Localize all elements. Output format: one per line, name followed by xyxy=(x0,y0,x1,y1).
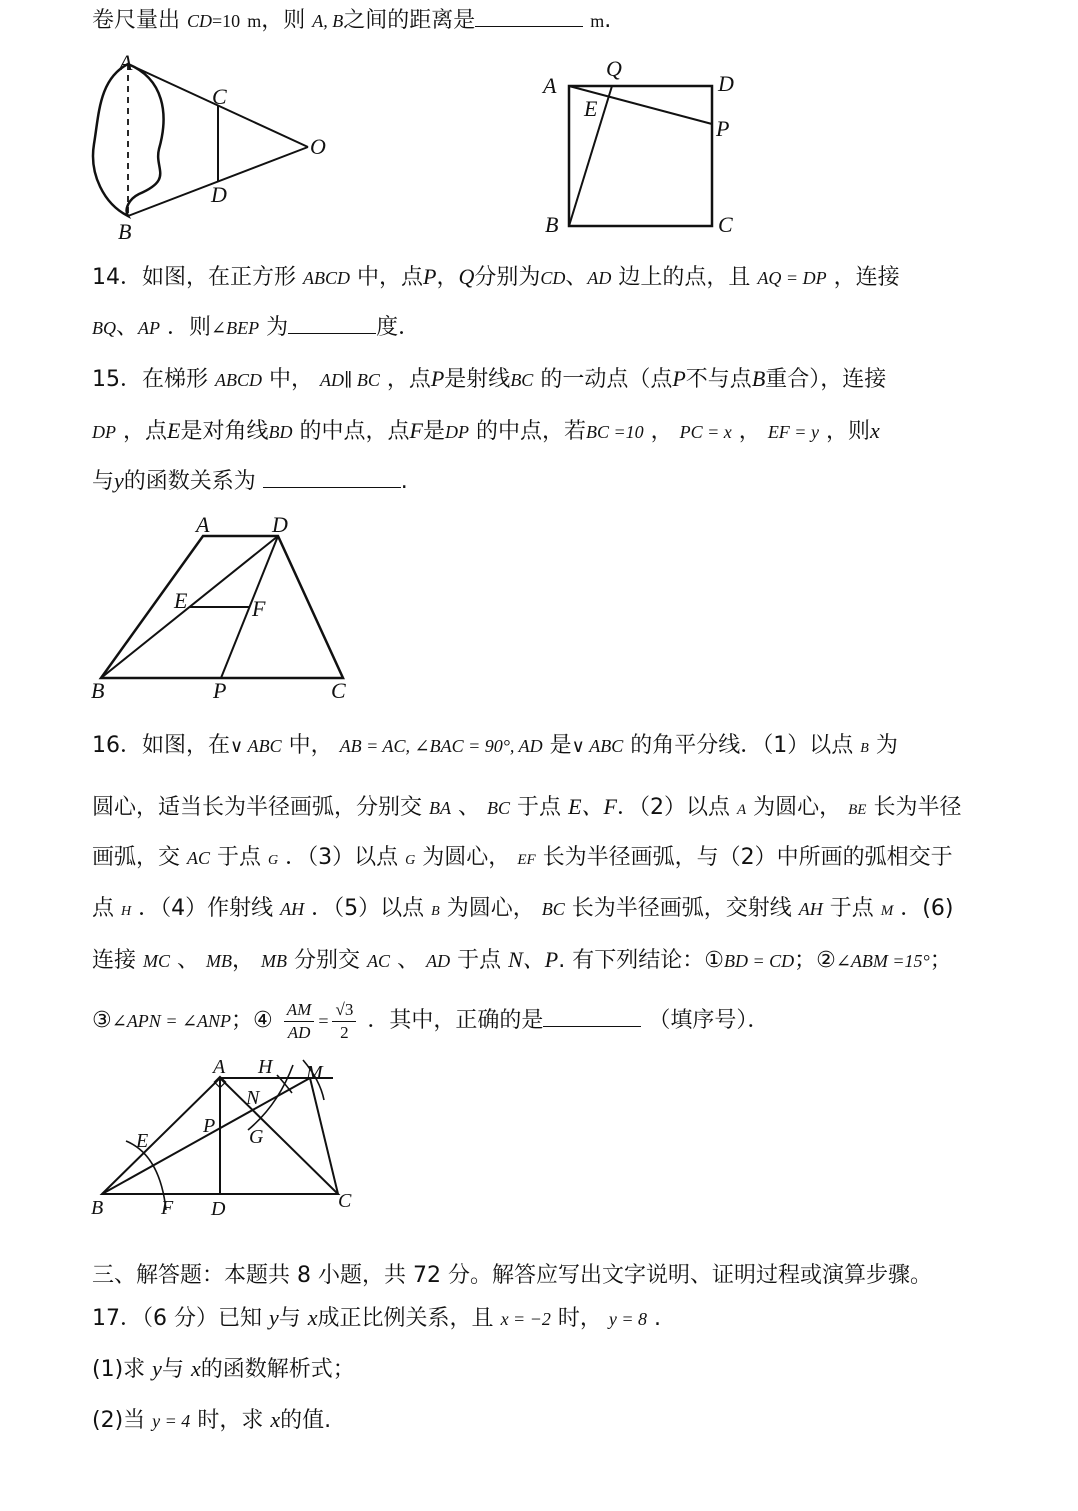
text: 17．（6 分）已知 xyxy=(92,1306,262,1331)
denominator: 2 xyxy=(340,1022,349,1042)
math: BD = CD xyxy=(723,951,795,971)
text: 的中点，若 xyxy=(475,419,586,444)
math: BC xyxy=(510,370,534,390)
q17-sub2 xyxy=(92,1405,331,1436)
q13-tail-line xyxy=(92,6,611,36)
text: 为圆心， xyxy=(446,896,535,921)
math: P xyxy=(430,366,445,391)
label-p: P xyxy=(203,1115,216,1137)
label-c: C xyxy=(331,678,346,703)
text: 为 xyxy=(875,733,898,758)
math: G xyxy=(268,853,279,868)
q16-line6 xyxy=(92,996,769,1046)
text: 连接 xyxy=(92,948,137,973)
label-a: A xyxy=(213,1056,226,1078)
label-d: D xyxy=(718,71,734,96)
math: x xyxy=(190,1356,201,1381)
label-b: B xyxy=(118,219,132,244)
text: 中， xyxy=(269,367,314,392)
math: ABCD xyxy=(215,370,262,390)
q16-line1 xyxy=(92,731,898,764)
text: 长为半径画弧，交射线 xyxy=(571,896,792,921)
q15-line3 xyxy=(92,466,408,497)
label-f: F xyxy=(161,1197,174,1219)
text: ．（5）以点 xyxy=(311,896,425,921)
q16-line4 xyxy=(92,894,953,927)
answer-blank xyxy=(475,8,583,27)
label-o: O xyxy=(310,134,326,159)
answer-blank xyxy=(543,1008,641,1027)
math: BC xyxy=(487,798,511,818)
text: 于点 xyxy=(829,896,874,921)
math: MB xyxy=(206,951,233,971)
text: （填序号）． xyxy=(648,1008,770,1033)
q16-line3 xyxy=(92,843,953,876)
text: 的函数解析式； xyxy=(200,1357,355,1382)
text: 分别交 xyxy=(294,948,361,973)
text: 、 xyxy=(177,948,200,973)
label-a: A xyxy=(543,73,557,98)
q14-line2 xyxy=(92,313,420,343)
label-n: N xyxy=(246,1087,260,1109)
q17-line1 xyxy=(92,1303,661,1334)
math: CD xyxy=(540,268,566,288)
math: AB = AC, ∠BAC = 90°, AD xyxy=(339,736,543,756)
math: AP xyxy=(138,318,161,338)
text: 于点 xyxy=(217,845,262,870)
text: 边上的点，且 xyxy=(618,265,751,290)
text: 的值. xyxy=(280,1408,332,1433)
figure-15 xyxy=(88,510,358,710)
math: x xyxy=(270,1407,281,1432)
math: H xyxy=(121,904,132,919)
label-e: E xyxy=(136,1130,149,1152)
text: ，则 xyxy=(261,8,306,33)
fraction-am-ad xyxy=(284,999,315,1044)
numerator: √3 xyxy=(332,999,356,1022)
math: P xyxy=(672,366,686,391)
label-a: A xyxy=(196,512,210,537)
math: F xyxy=(409,418,423,443)
text: ， xyxy=(436,265,459,290)
text: 之间的距离是 xyxy=(343,8,476,33)
math: A, B xyxy=(312,11,344,31)
text: ．其中，正确的是 xyxy=(367,1008,544,1033)
text: ．（3）以点 xyxy=(285,845,399,870)
text: (2)当 xyxy=(92,1408,146,1433)
math: y xyxy=(269,1305,279,1330)
text: 成正比例关系，且 xyxy=(317,1306,494,1331)
line-mc xyxy=(310,1078,338,1194)
math: BC =10 xyxy=(585,422,644,442)
math: BA xyxy=(429,798,452,818)
text: 中， xyxy=(288,733,333,758)
text: 与 xyxy=(161,1357,184,1382)
label-g: G xyxy=(249,1126,264,1148)
label-d: D xyxy=(272,512,288,537)
math: EF = y xyxy=(767,422,819,442)
label-b: B xyxy=(91,1197,104,1219)
text: ，点 xyxy=(123,419,168,444)
text: 的中点，点 xyxy=(299,419,410,444)
text: 、 xyxy=(397,948,420,973)
text: 时，求 xyxy=(197,1408,264,1433)
math: ∠ABM =15° xyxy=(835,951,930,971)
math: y = 4 xyxy=(152,1411,191,1431)
text: 14．如图，在正方形 xyxy=(92,265,296,290)
text: 于点 xyxy=(517,795,562,820)
label-q: Q xyxy=(606,56,622,81)
text: ；② xyxy=(794,948,836,973)
text: 16．如图，在 xyxy=(92,733,230,758)
math: Q xyxy=(458,264,475,289)
math: P xyxy=(423,264,437,289)
label-b: B xyxy=(545,212,559,237)
q16-line5 xyxy=(92,945,952,976)
math: BC xyxy=(541,899,565,919)
text: ．则 xyxy=(167,315,212,340)
label-p: P xyxy=(716,116,730,141)
math: B xyxy=(431,904,440,919)
label-m: M xyxy=(306,1062,323,1084)
text: 的一动点（点 xyxy=(540,367,673,392)
math: x xyxy=(307,1305,318,1330)
text: 的函数关系为 xyxy=(123,469,256,494)
math: MB xyxy=(261,951,288,971)
figure-13 xyxy=(84,50,344,244)
label-p: P xyxy=(213,678,227,703)
text: 为 xyxy=(266,315,289,340)
fraction-sqrt3-2 xyxy=(332,999,356,1044)
label-d: D xyxy=(211,182,227,207)
text: 时， xyxy=(557,1306,602,1331)
text: 重合），连接 xyxy=(765,367,887,392)
math: BQ xyxy=(92,318,116,338)
text: ．(6) xyxy=(900,896,954,921)
text: 于点 xyxy=(457,948,502,973)
text: . 有下列结论：① xyxy=(558,948,724,973)
math: BD xyxy=(268,422,293,442)
text: 三、解答题：本题共 8 小题，共 72 分。解答应写出文字说明、证明过程或演算步骤。 xyxy=(92,1263,932,1288)
text: 分别为 xyxy=(474,265,541,290)
text: 是对角线 xyxy=(180,419,269,444)
text: 画弧，交 xyxy=(92,845,181,870)
unit: m xyxy=(590,11,605,31)
section-3-heading xyxy=(92,1261,932,1291)
text: 与 xyxy=(92,469,115,494)
q17-sub1 xyxy=(92,1354,355,1385)
text: 、 xyxy=(565,265,588,290)
text: . xyxy=(400,469,408,494)
label-h: H xyxy=(258,1056,273,1078)
math: MC xyxy=(143,951,171,971)
text: 卷尺量出 xyxy=(92,8,181,33)
math: CD xyxy=(187,11,213,31)
math: ∨ ABC xyxy=(571,736,624,756)
text: ， xyxy=(232,948,255,973)
text: ③ xyxy=(92,1008,112,1033)
text: 与 xyxy=(278,1306,301,1331)
text: 中，点 xyxy=(357,265,424,290)
text: ； xyxy=(929,948,952,973)
math: AH xyxy=(798,899,823,919)
math: =10 xyxy=(212,11,241,31)
math: A xyxy=(736,802,747,818)
text: 圆心，适当长为半径画弧，分别交 xyxy=(92,795,423,820)
text: (1)求 xyxy=(92,1357,146,1382)
label-e: E xyxy=(174,588,188,613)
numerator: AM xyxy=(284,999,315,1022)
math: AD xyxy=(587,268,612,288)
math: AD∥ BC xyxy=(320,370,380,390)
math: y = 8 xyxy=(608,1309,648,1329)
math: y xyxy=(152,1356,162,1381)
math: AD xyxy=(426,951,451,971)
text: ，连接 xyxy=(833,265,900,290)
denominator: AD xyxy=(287,1022,311,1042)
math: B xyxy=(751,366,766,391)
text: 长为半径 xyxy=(873,795,962,820)
text: 点 xyxy=(92,896,115,921)
math: ∨ ABC xyxy=(230,736,282,756)
answer-blank xyxy=(263,469,401,488)
math: AH xyxy=(280,899,305,919)
text: ．（4）作射线 xyxy=(138,896,274,921)
text: 是 xyxy=(422,419,445,444)
text: . xyxy=(604,8,612,33)
math: x = −2 xyxy=(500,1309,551,1329)
math: DP xyxy=(444,422,469,442)
text: ，则 xyxy=(825,419,870,444)
text: 为圆心， xyxy=(753,795,842,820)
label-b: B xyxy=(91,678,105,703)
q15-line2 xyxy=(92,416,880,447)
text: 、 xyxy=(116,315,139,340)
label-d: D xyxy=(211,1198,226,1220)
text: ， xyxy=(650,419,673,444)
math: B xyxy=(860,741,869,756)
math: y xyxy=(114,468,124,493)
text: 是 xyxy=(549,733,572,758)
math: = xyxy=(318,1011,329,1031)
math: E xyxy=(167,418,181,443)
math: ∠APN = ∠ANP xyxy=(111,1011,232,1031)
text: 是射线 xyxy=(444,367,511,392)
math: G xyxy=(405,853,416,868)
label-a: A xyxy=(119,50,133,75)
text: 长为半径画弧，与（2）中所画的弧相交于 xyxy=(542,845,953,870)
math: E、F xyxy=(568,794,617,819)
text: 15．在梯形 xyxy=(92,367,208,392)
label-e: E xyxy=(584,96,598,121)
math: M xyxy=(880,903,894,919)
text: 为圆心， xyxy=(422,845,511,870)
text: ，点 xyxy=(386,367,431,392)
text: . xyxy=(654,1306,662,1331)
unit: m xyxy=(247,11,262,31)
math: BE xyxy=(848,802,867,818)
math: x xyxy=(869,418,880,443)
q14-line1 xyxy=(92,262,900,293)
q16-line2 xyxy=(92,792,961,825)
label-f: F xyxy=(252,596,266,621)
q15-line1 xyxy=(92,364,886,395)
text: ， xyxy=(738,419,761,444)
text: ．（2）以点 xyxy=(616,795,730,820)
math: N、P xyxy=(508,947,559,972)
math: AC xyxy=(367,951,391,971)
math: PC = x xyxy=(679,422,732,442)
math: ABCD xyxy=(303,268,350,288)
math: AC xyxy=(187,848,211,868)
text: 、 xyxy=(458,795,481,820)
math: EF xyxy=(517,852,536,868)
math: DP xyxy=(92,422,116,442)
answer-blank xyxy=(288,315,376,334)
text: 不与点 xyxy=(685,367,752,392)
label-c: C xyxy=(338,1190,352,1212)
math: ∠BEP xyxy=(211,318,260,338)
figure-16 xyxy=(88,1055,358,1225)
label-c: C xyxy=(212,84,227,109)
math: AQ = DP xyxy=(757,268,827,288)
label-c: C xyxy=(718,212,733,237)
text: 度． xyxy=(376,315,421,340)
text: 的角平分线．（1）以点 xyxy=(630,733,854,758)
figure-14 xyxy=(540,54,760,244)
text: ；④ xyxy=(231,1008,273,1033)
